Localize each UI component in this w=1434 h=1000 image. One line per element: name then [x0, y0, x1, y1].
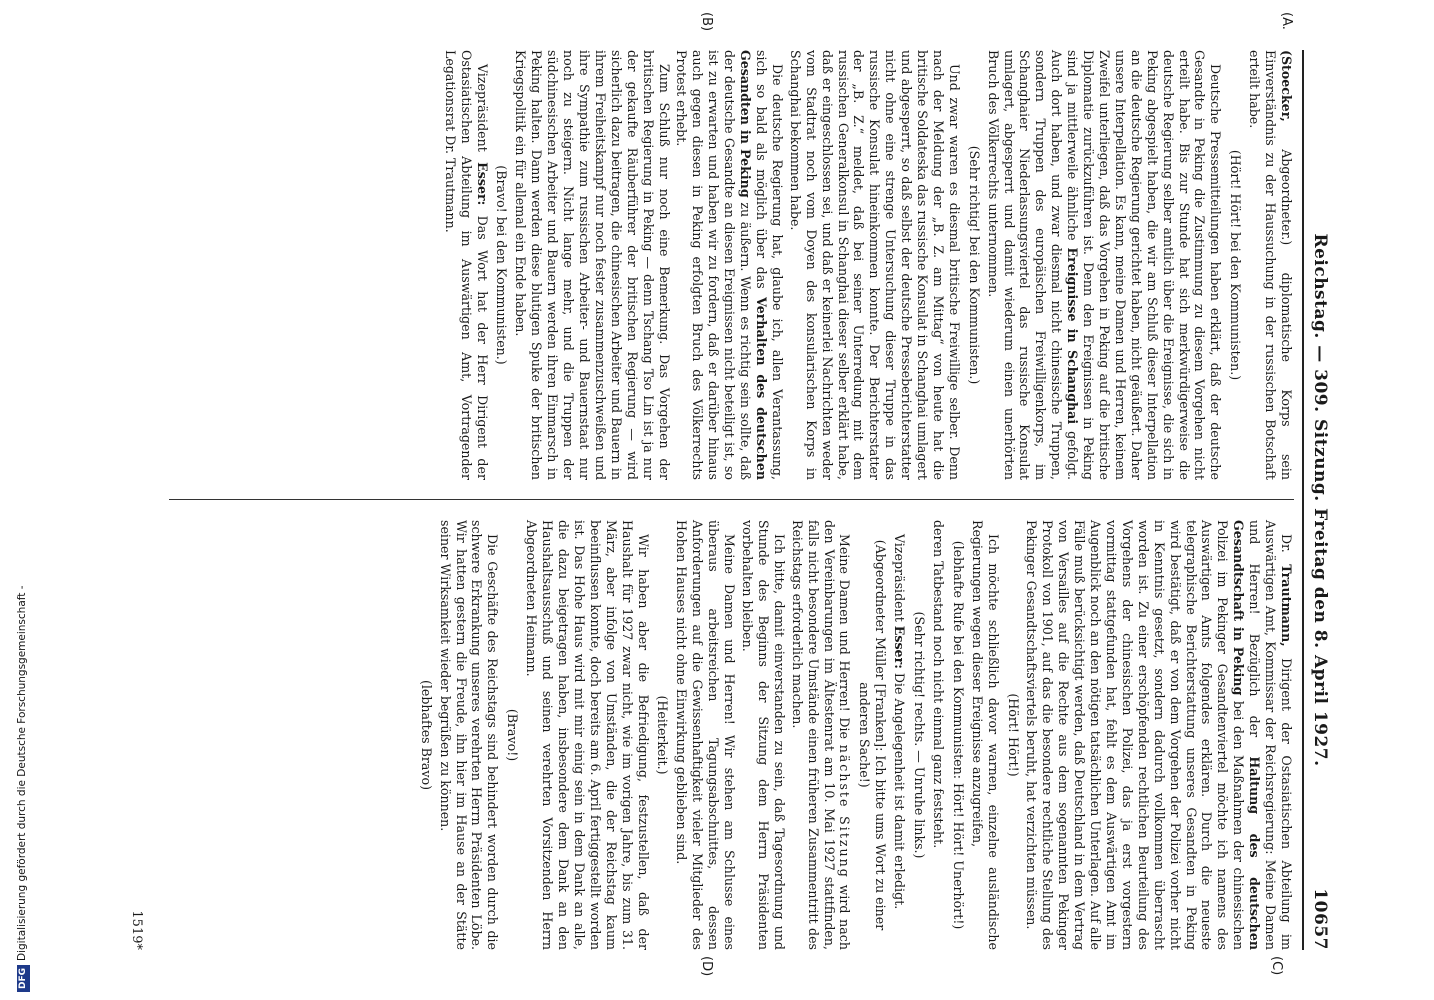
emphasis: Verhalten des deutschen Gesandten in Peking	[738, 50, 769, 480]
paragraph: Vizepräsident Esser: Das Wort hat der Herr Dirigent der Ostasiatischen Abteilung im Auswärtigen Amt, Vortragender Legationsrat Dr. Trautmann.	[442, 50, 490, 480]
paragraph: Dr. Trautmann, Dirigent der Ostasiatischen Abteilung im Auswärtigen Amt, Kommissar der Reichsregierung: Meine Damen und Herren! Bezüglich der Haltung des deutschen Gesandtschaft in Peking bei den Maßnahmen der chinesischen Polizei im Pekinger Gesandtenviertel möchte ich namens des Auswärtigen Amts folgendes erklären. Durch die neueste telegraphische Berichterstattung unseres Gesandten in Peking wird bestätigt, daß er von dem Vorgehen der Polizei vorher nicht in Kenntnis gesetzt, sondern dadurch vollkommen überrascht worden ist. Zu einer erschöpfenden rechtlichen Beurteilung des Vorgehens der chinesischen Polizei, das ja erst vorgestern vormittag stattgefunden hat, fehlt es dem Auswärtigen Amt im Augenblick noch an den nötigen tatsächlichen Unterlagen. Auf alle Fälle muß berücksichtigt werden, daß Deutschland in dem Vertrag von Versailles auf die Rechte aus dem sogenannten Pekinger Protokoll von 1901, auf das die besondere rechtliche Stellung des Pekinger Gesandtschaftsviertels beruht, hat verzichten müssen.	[1024, 520, 1294, 950]
paragraph: Meine Damen und Herren! Die nächste Sitzung wird nach den Vereinbarungen im Ältestenrat am 10. Mai 1927 stattfinden, falls nicht besondere Umstände einen früheren Zusammentritt des Reichstags erforderlich machen.	[789, 520, 853, 950]
margin-marker-d: (D)	[699, 956, 714, 977]
header-title: Reichstag. — 309. Sitzung. Freitag den 8. April 1927.	[1310, 233, 1330, 767]
paragraph: Ich möchte schließlich davor warnen, einzelne ausländische Regierungen wegen dieser Ereignisse anzugreifen,	[969, 520, 1001, 950]
paragraph: Deutsche Pressemitteilungen haben erklärt, daß der deutsche Gesandte in Peking die Zustimmung zu diesem Vorgehen nicht erteilt habe. Bis zur Stunde hat sich merkwürdigerweise die deutsche Regierung selber amtlich über die Ereignisse, die sich in Peking abgespielt haben, die wir am Schluß dieser Interpellation an die deutsche Regierung gerichtet haben, nicht geäußert. Daher unsere Interpellation. Es kann, meine Damen und Herren, keinem Zweifel unterliegen, daß das Vorgehen in Peking auf die britische Diplomatie zurückzuführen ist. Denn den Ereignissen in Peking sind ja mittlerweile ähnliche Ereignisse in Schanghai gefolgt. Auch dort haben, und zwar diesmal nicht chinesische Truppen, sondern Truppen des europäischen Freiwilligenkorps, im Schanghaier Niederlassungsviertel das russische Konsulat umlagert, abgesperrt und damit wiederum einen unerhörten Bruch des Völkerrechts unternommen.	[985, 50, 1224, 480]
margin-marker-b: (B)	[699, 12, 714, 32]
margin-marker-c: (C)	[1269, 956, 1284, 976]
interjection: (Sehr richtig! rechts. — Unruhe links.)	[912, 611, 928, 859]
emphasis: Ereignisse in Schanghai	[1065, 247, 1081, 425]
interjection: (Hört! Hört!)	[1005, 693, 1021, 777]
column-rule	[169, 499, 1294, 500]
running-header	[1302, 50, 1334, 950]
paragraph: Wir haben aber die Befriedigung, festzustellen, daß der Haushalt für 1927 zwar nicht, wie im vorigen Jahre, bis zum 31. März, aber infolge von Umständen, die der Reichstag kaum beeinflussen konnte, doch bereits am 6. April fertiggestellt worden ist. Das Hohe Haus wird mit mir einig sein in dem Dank an alle, die dazu beigetragen haben, insbesondere dem Dank an den Haushaltsausschuß und seinen verehrten Vorsitzenden Herrn Abgeordneten Heimann.	[524, 520, 651, 950]
document-page	[100, 12, 1334, 977]
speaker-name: Esser:	[892, 625, 908, 669]
interjection: (Abgeordneter Müller [Franken]: Ich bitte ums Wort zu einer anderen Sache!)	[857, 539, 889, 931]
paragraph: Die deutsche Regierung hat, glaube ich, allen Verantassung, sich so bald als möglich über das Verhalten des deutschen Gesandten in Peking zu äußern. Wenn es richtig sein sollte, daß der deutsche Gesandte an diesen Ereignissen nicht beteiligt ist, so ist zu erwarten und haben wir zu fordern, daß er darüber hinaus auch gegen diesen in Peking erfolgten Bruch des Völkerrechts Protest erhebt.	[674, 50, 785, 480]
page-number: 10657	[1310, 888, 1330, 950]
interjection: (Bravo! bei den Kommunisten.)	[494, 165, 510, 365]
right-column	[414, 520, 1294, 950]
paragraph: (Stoecker, Abgeordneter.) diplomatische Korps sein Einverständnis zu der Haussuchung in der russischen Botschaft erteilt habe.	[1247, 50, 1294, 481]
interjection: (lebhaftes Bravo)	[418, 679, 434, 791]
paragraph: Und zwar waren es diesmal britische Freiwillige selber. Denn nach der Meldung der „B. Z. am Mittag“ von heute hat die britische Soldateska das russische Konsulat in Schanghai umlagert und abgesperrt, so daß selbst der deutsche Presseberichterstatter nicht ohne eine strenge Untersuchung dieser Truppe in das russische Konsulat hineinkommen konnte. Der Berichterstatter der „B. Z.“ meldet, daß bei seiner Unterredung mit dem russischen Generalkonsul in Schanghai dieser selber erklärt habe, daß er eingeschlossen sei, und daß er keinerlei Nachrichten weder vom Stadtrat noch vom Doyen des konsularischen Korps in Schanghai bekommen habe.	[787, 50, 962, 480]
speaker-name: Trautmann,	[1279, 564, 1294, 647]
interjection: (Bravo!)	[505, 708, 521, 762]
page-folio: 1519*	[129, 910, 144, 950]
spaced-emphasis: nächste Sitzung	[837, 744, 853, 879]
notice-text: Digitalisierung gefördert durch die Deutsche Forschungsgemeinschaft -	[16, 585, 28, 961]
speaker-name: Esser:	[474, 162, 490, 206]
paragraph: Vizepräsident Esser: Die Angelegenheit ist damit erledigt.	[892, 534, 908, 910]
digitization-notice	[0, 0, 28, 1000]
interjection: (Heiterkeit.)	[655, 695, 671, 775]
paragraph: deren Tatbestand noch nicht einmal ganz feststeht.	[930, 520, 946, 849]
digitization-notice-text	[15, 12, 30, 992]
margin-marker-a: (A.	[1279, 12, 1294, 30]
paragraph: Die Geschäfte des Reichstags sind behindert worden durch die schwere Erkrankung unseres verehrten Herrn Präsidenten Löbe. Wir hatten gestern die Freude, ihn hier im Hause an der Stätte seiner Wirksamkeit wieder begrüßen zu können.	[437, 520, 501, 950]
paragraph: Meine Damen und Herren! Wir stehen am Schlusse eines überaus arbeitsreichen Tagungsabschnittes, dessen Anforderungen auf die Gewissenhaftigkeit vieler Mitglieder des Hohen Hauses nicht ohne Einwirkung geblieben sind.	[674, 520, 738, 950]
speaker-name: (Stoecker,	[1279, 50, 1294, 122]
interjection: (lebhafte Rufe bei den Kommunisten: Hört! Hört! Unerhört!)	[950, 540, 966, 930]
left-column	[440, 50, 1294, 480]
paragraph: Ich bitte, damit einverstanden zu sein, daß Tagesordnung und Stunde des Beginns der Sitzung dem Herrn Präsidenten vorbehalten bleiben.	[740, 520, 787, 950]
dfg-logo: DFG	[17, 965, 30, 992]
emphasis: Haltung des deutschen Gesandtschaft in Peking	[1231, 520, 1263, 950]
interjection: (Sehr richtig! bei den Kommunisten.)	[966, 145, 982, 385]
interjection: (Hört! Hört! bei den Kommunisten.)	[1228, 149, 1244, 381]
paragraph: Zum Schluß nur noch eine Bemerkung. Das Vorgehen der britischen Regierung in Peking — denn Tschang Tso Lin ist ja nur der gekaufte Räuberführer der britischen Regierung — wird sicherlich dazu beitragen, die chinesischen Arbeiter und Bauern in ihrem Freiheitskampf nur noch fester zusammenzuschweißen und ihre Sympathie zum russischen Arbeiter- und Bauernstaat nur noch zu steigern. Nicht lange mehr, und die Truppen der südchinesischen Arbeiter und Bauern werden ihren Einmarsch in Peking halten. Dann werden diese blutigen Spuke der britischen Kriegspolitik ein für allemal ein Ende haben.	[513, 50, 672, 480]
